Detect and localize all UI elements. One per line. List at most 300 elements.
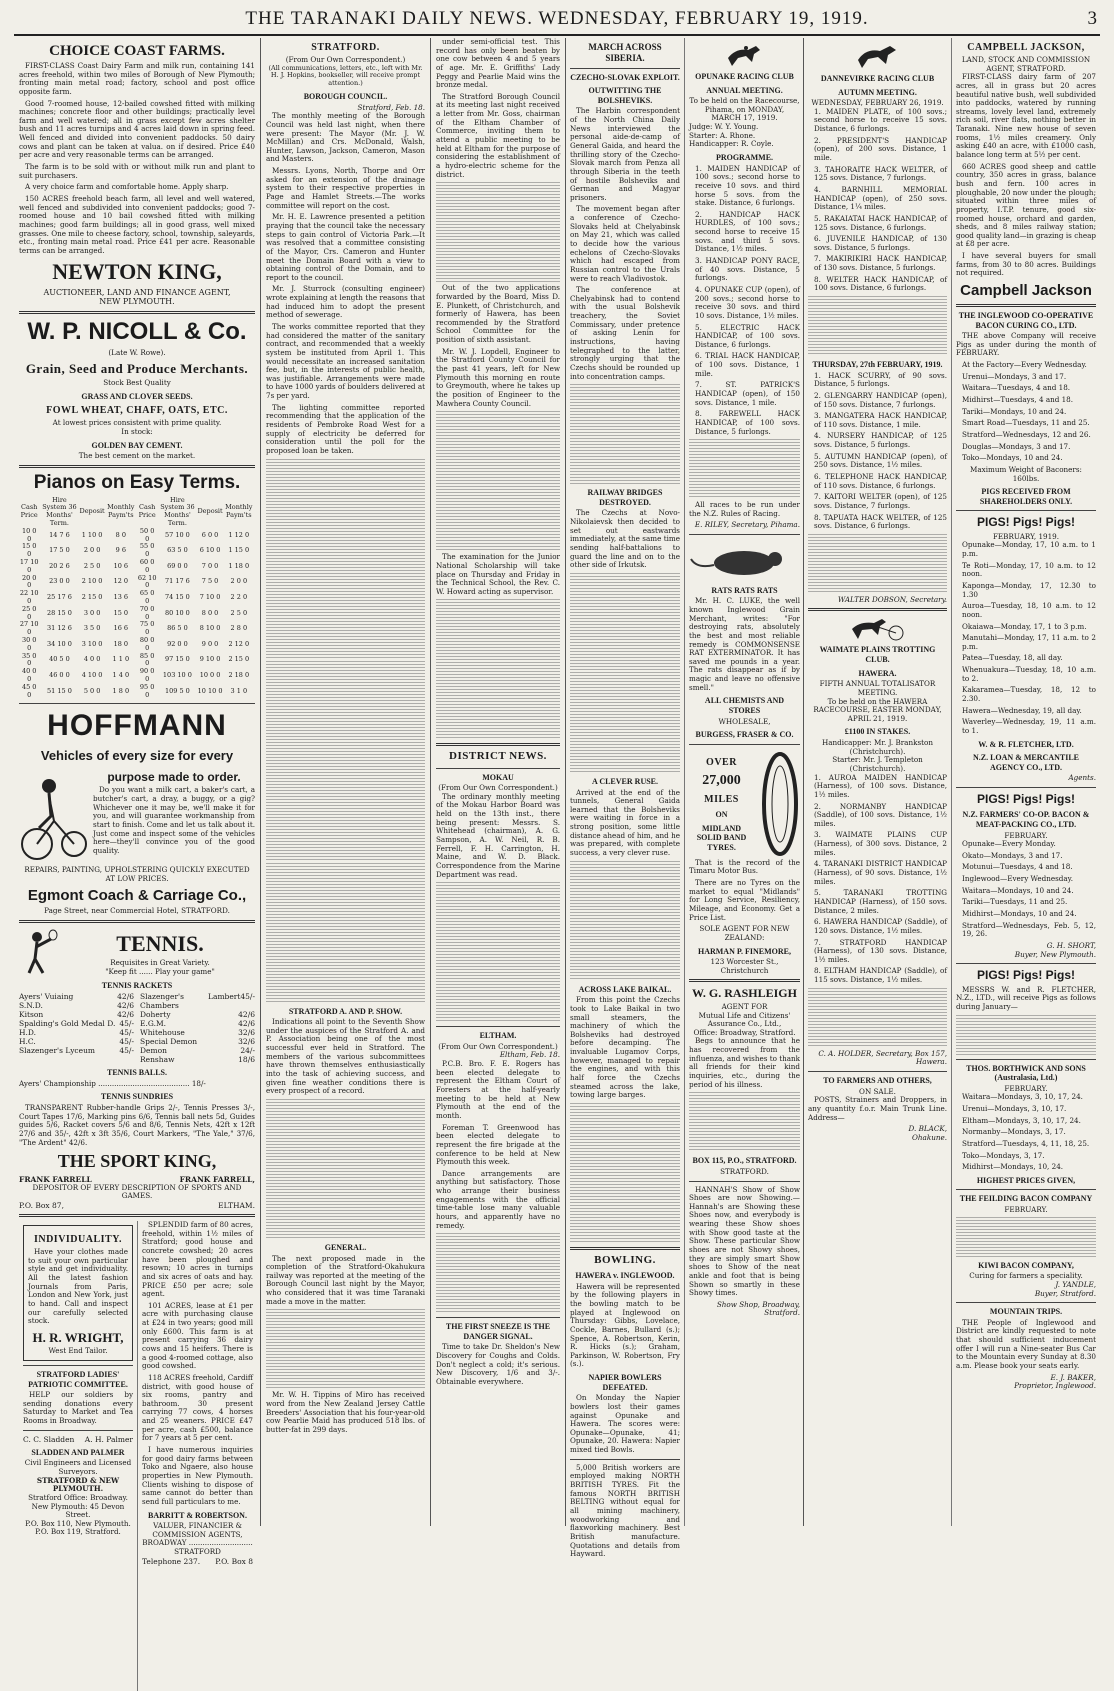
individuality-heading: INDIVIDUALITY. [33, 1234, 123, 1246]
piano-table-cell: 1 12 0 [228, 530, 250, 539]
kiwi-sub: Curing for farmers a speciality. [969, 1271, 1083, 1281]
piano-table-cell: 51 15 0 [47, 686, 72, 695]
race-item: 7. MAKIRIKIRI HACK HANDICAP, of 130 sovs. Distance, 5 furlongs. [814, 254, 947, 273]
piano-table-cell: 6 0 0 [201, 530, 219, 539]
barritt-contact [142, 1557, 253, 1566]
opunake-race-list [689, 165, 800, 437]
schedule-item: Midhirst—Mondays, 10, 24. [962, 1162, 1064, 1172]
feilding-name: THE FEILDING BACON COMPANY [959, 1194, 1093, 1204]
show-heading: STRATFORD A. AND P. SHOW. [288, 1006, 403, 1016]
piano-table-cell: 25 0 0 [21, 604, 37, 621]
farm-listing: 101 ACRES, lease at £1 per acre with purchasing clause at £24 in two years; good mill only £600. This farm is at present carrying 36 dairy cows and 15 heifers. There is a good 4-roomed cottage, also good cowshed. [142, 1300, 253, 1371]
tennis-balls-line: Ayers' Championship ........................................ 18/- [19, 1078, 206, 1088]
race-item: 4. NURSERY HANDICAP, of 125 sovs. Distance, 5 furlongs. [814, 431, 947, 450]
farm-ad-paragraph: A very choice farm and comfortable home. Apply sharp. [25, 182, 229, 192]
divider [19, 465, 255, 468]
schedule-item: Normanby—Mondays, 3, 17. [962, 1127, 1066, 1137]
divider [23, 1430, 133, 1431]
frank-farrell-box-line [19, 1201, 255, 1210]
pianos-heading: Pianos on Easy Terms. [33, 471, 241, 493]
piano-table-cell: 5 0 0 [83, 686, 101, 695]
piano-table-cell: 23 0 0 [49, 577, 70, 586]
newton-king-town: NEW PLYMOUTH. [99, 297, 175, 307]
frank-farrell-right: FRANK FARRELL, [179, 1174, 255, 1184]
piano-table-header: Hire System 36 Months' Term. [160, 495, 195, 527]
divider [436, 743, 560, 746]
piano-table-cell: 20 0 0 [21, 573, 37, 590]
divider [956, 1302, 1096, 1303]
kiwi-name: KIWI BACON COMPANY, [978, 1260, 1074, 1270]
rackets-lists [19, 992, 255, 1064]
schedule-item: Okato—Mondays, 3 and 17. [962, 850, 1063, 860]
opunake-annual: ANNUAL MEETING. [706, 85, 783, 95]
sladden-name: SLADDEN AND PALMER [31, 1447, 125, 1457]
piano-table-cell: 2 2 0 [230, 593, 248, 602]
racket-price: 42/6 [238, 1010, 255, 1020]
hannah-signature: Show Shop, Broadway, Stratford. [716, 1299, 800, 1318]
sneeze-paragraph: Time to take Dr. Sheldon's New Discovery for Coughs and Colds. Don't neglect a cold; it's serious. New Discovery, 1/6 and 3/-. Obtainable everywhere. [436, 1342, 560, 1387]
piano-table-cell: 25 17 6 [47, 593, 72, 602]
tennis-sundries-heading: TENNIS SUNDRIES [100, 1092, 174, 1102]
council-paragraph: Mr. H. E. Lawrence presented a petition praying that the council take the necessary steps to gain control of Victoria Park.—It was resolved that a committee consisting of the Mayor, Crs. Cameron and Hunter meet the Domain Board with a view to obtaining control of the Domain, and to report to the council. [266, 212, 425, 282]
piano-table-cell: 40 0 0 [21, 667, 37, 683]
dannevirke-race-list-1 [808, 108, 947, 293]
trotting-horse-icon [848, 615, 908, 641]
racehorse-icon [726, 42, 764, 68]
piano-table-cell: 69 0 0 [167, 561, 188, 570]
nicoll-cement: GOLDEN BAY CEMENT. [91, 440, 183, 450]
racket-row [19, 1001, 134, 1010]
piano-table-cell: 92 0 0 [167, 639, 188, 648]
sladden-names [23, 1435, 133, 1444]
campbell-paragraph: 660 ACRES good sheep and cattle country, 350 acres in grass, balance bush and fern. 100 acres in ploughable, 20 now under the plough; situated within three miles of property, I.T.P. tenure, good six-roomed house, orchard and garden, sheds, and 8 miles railway station; good quality land—in grazing is cheap at £8 per acre. [956, 161, 1096, 249]
rackets-right-list [140, 992, 255, 1064]
dannevirke-secretary: WALTER DOBSON, Secretary. [837, 594, 947, 604]
general-paragraph: Mr. W. H. Tippins of Miro has received word from the New Zealand Jersey Cattle Breeders' Association that his four-year-old cow Pearlie Maid has produced 518 lbs. of butter-fat in 299 days. [266, 1390, 425, 1434]
piano-table-cell: 10 0 0 [21, 526, 37, 543]
farm-ad-paragraph: FIRST-CLASS Coast Dairy Farm and milk run, containing 141 acres freehold, within two miles of Borough of New Plymouth; fronting main metal road; factory, school and post office opposite farm. [19, 61, 255, 96]
egmont-address: Page Street, near Commercial Hotel, STRATFORD. [44, 906, 230, 916]
piano-table-cell: 40 5 0 [49, 655, 70, 664]
napier-heading: NAPIER BOWLERS DEFEATED. [588, 1373, 662, 1392]
piano-table-cell: 2 12 0 [228, 639, 250, 648]
rashleigh-mutual: Mutual Life and Citizens' Assurance Co., Ltd., [698, 1010, 791, 1029]
baker-name: E. J. BAKER, [1050, 1372, 1096, 1382]
article-text-lines [689, 1092, 800, 1152]
schedule-item: Whenuakura—Tuesday, 18, 10 a.m. to 2. [962, 665, 1096, 683]
ladies-body: HELP our soldiers by sending donations every Saturday to Market and Tea Rooms in Broadway. [23, 1390, 133, 1426]
piano-table-cell: 31 12 6 [47, 624, 72, 633]
piano-table-cell: 1 4 0 [112, 671, 130, 680]
fletcher-paragraph: MESSRS W. and R. FLETCHER, N.Z., LTD., will receive Pigs as follows during January— [956, 984, 1096, 1011]
schedule-item: Waverley—Wednesday, 19, 11 a.m. to 1. [962, 717, 1096, 735]
divider [19, 920, 255, 923]
bottom-split [19, 1221, 255, 1691]
nicoll-stock: Stock Best Quality [103, 378, 171, 388]
tyres-on: ON [715, 810, 728, 820]
column-4-ads [685, 38, 804, 1526]
racket-price: 45/- [119, 1046, 134, 1056]
piano-table-cell: 60 0 0 [139, 557, 155, 574]
vehicles-heading: Vehicles of every size for every [40, 748, 234, 764]
fletcher-name: W. & R. FLETCHER, LTD. [978, 739, 1074, 749]
district-news-heading: DISTRICT NEWS. [449, 750, 547, 763]
rashleigh-office: Office: Broadway, Stratford. [693, 1027, 796, 1037]
schedule-item: Patea—Tuesday, 18, all day. [962, 653, 1063, 663]
tennis-keep: "Keep fit ...... Play your game" [105, 966, 215, 976]
article-text-lines [808, 534, 947, 594]
news-paragraph: under semi-official test. This record has only been beaten by one cow between 4 and 5 years of age. Mr. E. Griffiths' Lady Peggy and Pearlie Maid wins the bronze medal. [436, 37, 560, 90]
masthead-title: THE TARANAKI DAILY NEWS. WEDNESDAY, FEBRUARY 19, 1919. [245, 8, 869, 29]
campbell-big: Campbell Jackson [960, 282, 1092, 300]
piano-table-cell: 15 0 0 [21, 542, 37, 559]
racket-name: E.G.M. [140, 1019, 167, 1029]
divider [956, 304, 1096, 307]
race-item: 1. MAIDEN HANDICAP of 100 sovs.; second horse to receive 10 sovs. and third horse 5 sovs. from the stake. Distance, 6 furlongs. [695, 163, 800, 208]
piano-table-cell: 9 10 0 [199, 655, 221, 664]
racket-price: 42/6 [117, 1001, 134, 1011]
piano-table-cell: 86 5 0 [167, 624, 188, 633]
farm-listing: I have numerous inquiries for good dairy farms between Toko and Ngaere, also house properties in New Plymouth. Clients wishing to dispose of same cannot do better than send full particulars to me. [142, 1445, 253, 1506]
borthwick-price: HIGHEST PRICES GIVEN, [976, 1175, 1076, 1185]
vehicles-heading-2: purpose made to order. [107, 769, 241, 784]
inglewood-weight: Maximum Weight of Baconers: 160lbs. [970, 464, 1082, 483]
stratford-note: (All communications, letters, etc., left with Mr. H. J. Hopkins, bookseller, will receive prompt attention.) [268, 63, 423, 88]
racket-row [19, 1019, 134, 1028]
newton-king-sub: AUCTIONEER, LAND AND FINANCE AGENT, [43, 287, 231, 297]
divider [436, 1026, 560, 1027]
race-item: 2. PRESIDENT'S HANDICAP (open), of 200 sovs. Distance, 1 mile. [814, 135, 947, 163]
ruse-heading: A CLEVER RUSE. [591, 776, 658, 786]
bowling-sub: HAWERA v. INGLEWOOD. [575, 1271, 675, 1281]
schedule-item: Kakaramea—Tuesday, 18, 12 to 2.30. [962, 685, 1096, 703]
article-text-lines [570, 573, 680, 773]
nicoll-instock: In stock: [121, 426, 153, 436]
article-text-lines [436, 411, 560, 551]
schedule-item: Midhirst—Tuesdays, 4 and 18. [962, 395, 1074, 405]
divider [808, 1071, 947, 1072]
piano-table-cell: 27 10 0 [19, 620, 39, 637]
race-item: 8. WELTER HACK HANDICAP, of 100 sovs. Distance, 6 furlongs. [814, 274, 947, 293]
borthwick-schedule [956, 1093, 1096, 1171]
race-item: 7. ST. PATRICK'S HANDICAP (open), of 150 sovs. Distance, 1 mile. [695, 380, 800, 407]
schedule-item: Okaiawa—Monday, 17, 1 to 3 p.m. [962, 621, 1087, 631]
piano-table-cell: 7 5 0 [201, 577, 219, 586]
piano-table-cell: 1 15 0 [228, 546, 250, 555]
dannevirke-autumn: AUTUMN MEETING. [838, 87, 917, 97]
rats-paragraph: Mr. H. C. LUKE, the well known Inglewood Grain Merchant, writes: "For destroying rats, absolutely the best and most reliable remedy is COMMONSENSE RAT EXTERMINATOR. It has saved me pounds in a year. The rats disappear as if by magic and leave no offensive smell." [689, 596, 800, 692]
farm-ad-paragraph: The farm is to be sold with or without milk run and plant to suit purchasers. [19, 162, 255, 180]
column-1 [14, 38, 261, 1566]
race-item: 4. TARANAKI DISTRICT HANDICAP (Harness), of 90 sovs. Distance, 1½ miles. [814, 859, 947, 886]
column-3 [431, 38, 566, 1526]
nicoll-late: (Late W. Rowe). [108, 347, 166, 357]
newton-king-name: NEWTON KING, [52, 259, 222, 285]
show-paragraph: Indications all point to the Seventh Show under the auspices of the Stratford A. and P. Association being one of the most successful ever held in Stratford. The members of the various subcommittees have thrown themselves enthusiastically into the task of achieving success, and given fine weather conditions there is every prospect of a record. [266, 1017, 425, 1096]
pigs-month: FEBRUARY, 1919. [992, 531, 1060, 541]
piano-table-cell: 65 0 0 [139, 589, 155, 605]
waimate-starter: Starter: Mr. J. Templeton (Christchurch). [832, 755, 923, 773]
frank-farrell-box: P.O. Box 87, [19, 1201, 64, 1211]
baker-sub: Proprietor, Inglewood. [1014, 1381, 1096, 1391]
baikal-heading: ACROSS LAKE BAIKAL. [578, 984, 672, 994]
eltham-correspondent: (From Our Own Correspondent.) [438, 1041, 558, 1051]
rat-icon [689, 539, 797, 579]
piano-table-cell: 35 0 0 [21, 651, 37, 668]
racket-name: Slazenger's Lambert Chambers [140, 992, 241, 1011]
borough-council-heading: BOROUGH COUNCIL. [303, 92, 388, 102]
bottom-right-subcolumn [138, 1221, 257, 1691]
racket-price: 45/- [240, 992, 255, 1002]
rats-wholesale: WHOLESALE, [718, 716, 771, 726]
opunake-rules: All races to be run under the N.Z. Rules of Racing. [689, 500, 800, 518]
railway-paragraph: The Czechs at Novo-Nikolaievsk then decided to set out eastwards immediately, at the same time sending half-battalions to guard the line and on to the other side of Irkutsk. [570, 508, 680, 570]
schedule-item: Waitara—Mondays, 10 and 24. [962, 885, 1074, 895]
stratford-correspondent: (From Our Own Correspondent.) [285, 55, 406, 64]
piano-table-cell: 97 15 0 [165, 655, 190, 664]
piano-table-cell: 17 5 0 [49, 546, 70, 555]
piano-table-row [19, 528, 255, 544]
council-paragraph: The works committee reported that they had considered the matter of the sanitary contract, and recommended that a weekly system be instituted from April 1. This would necessitate an increased sanitation fee, but, in the interests of public health, was justifiable. Arrangements were made to have 1000 yards of boulders delivered at 7s per yard. [266, 322, 425, 401]
piano-table-cell: 103 10 0 [162, 671, 192, 680]
rashleigh-town: STRATFORD. [720, 1166, 769, 1176]
waimate-stakes: £1100 IN STAKES. [844, 727, 911, 737]
barritt-name: BARRITT & ROBERTSON. [148, 1510, 247, 1520]
farm-listing: SPLENDID farm of 80 acres, freehold, within 1½ miles of Stratford; good house and concrete cowshed; 20 acres have been ploughed and resown; 10 acres in turnips and six acres of oats and hay. PRICE £50 per acre; sole agent. [142, 1220, 253, 1299]
campbell-paragraph: FIRST-CLASS dairy farm of 207 acres, all in grass but 20 acres beautiful native bush, well subdivided into paddocks, watered by running streams, lovely level land, extremely rich soil, river flats, nothing better in Taranaki. Nine new house of seven rooms, 1½ miles creamery. Only asking £40 an acre, with £1000 cash, balance long term at 5½ per cent. [956, 72, 1096, 160]
opunake-programme: PROGRAMME. [715, 153, 774, 163]
dannevirke-thursday: THURSDAY, 27th FEBRUARY, 1919. [812, 360, 943, 369]
waimate-date: To be held on the HAWERA RACECOURSE, EASTER MONDAY, APRIL 21, 1919. [813, 696, 942, 723]
farm-listing: 118 ACRES freehold, Cardiff district, with good house of six rooms, pantry and bathroom. 30 present carrying 77 cows, 4 horses and 25 weaners. PRICE £47 per acre, cash £500, balance for 7 years at 5 per cent. [142, 1372, 253, 1443]
waimate-race-list [808, 774, 947, 985]
article-text-lines [689, 439, 800, 499]
piano-table-cell: 90 0 0 [139, 667, 155, 683]
barritt-tel: Telephone 237. [142, 1556, 201, 1566]
divider [689, 534, 800, 535]
race-item: 3. WAIMATE PLAINS CUP (Harness), of 300 sovs. Distance, 2 miles. [814, 830, 947, 857]
racket-name: Kitson [19, 1010, 44, 1020]
racket-name: Spalding's Gold Medal D. [19, 1019, 116, 1029]
racket-row [140, 1046, 255, 1055]
eltham-heading: ELTHAM. [479, 1031, 517, 1041]
article-text-lines [808, 988, 947, 1048]
opunake-judge: Judge: W. Y. Young. [689, 122, 759, 132]
race-item: 6. JUVENILE HANDICAP, of 130 sovs. Distance, 5 furlongs. [814, 234, 947, 252]
column-4 [566, 38, 804, 1559]
opunake-club: OPUNAKE RACING CLUB [695, 72, 794, 81]
article-text-lines [266, 661, 425, 861]
sladden-right: A. H. Palmer [84, 1434, 133, 1444]
tennis-balls-heading: TENNIS BALLS. [106, 1068, 168, 1078]
piano-table-cell: 75 0 0 [139, 620, 155, 637]
racket-row [140, 1055, 255, 1064]
columns [14, 37, 1100, 1566]
schedule-item: Stratford—Wednesdays, 12 and 26. [962, 429, 1091, 439]
piano-table-row [19, 621, 255, 637]
nicoll-best: The best cement on the market. [78, 451, 196, 461]
piano-table-cell: 3 10 0 [81, 639, 103, 648]
rashleigh-paragraph: Begs to announce that he has recovered from the influenza, and wishes to thank all friends for their kind inquiries, etc., during the period of his illness. [689, 1036, 800, 1089]
piano-table-cell: 2 0 0 [230, 577, 248, 586]
divider [436, 768, 560, 769]
railway-heading: RAILWAY BRIDGES DESTROYED. [587, 488, 663, 507]
eltham-paragraph: P.C.B. Bro. F. E. Rogers has been elected delegate to represent the Eltham Court of Foresters at the half-yearly meeting to be held at New Plymouth at the end of the month. [436, 1059, 560, 1120]
schedule-item: Opunake—Every Monday. [962, 839, 1056, 849]
piano-table-row [19, 606, 255, 622]
nzfarmers-schedule [956, 840, 1096, 939]
racket-name: Slazenger's Lyceum [19, 1046, 96, 1056]
rackets-left-list [19, 992, 134, 1064]
piano-table-cell: 15 0 [113, 608, 129, 617]
dannevirke-race-list-2 [808, 372, 947, 531]
race-item: 1. HACK SCURRY, of 90 sovs. Distance, 5 furlongs. [814, 370, 947, 389]
piano-table-header: Hire System 36 Months' Term. [42, 495, 77, 527]
opunake-secretary: E. RILEY, Secretary, Pihama. [694, 520, 800, 530]
schedule-item: Motunui—Tuesdays, 4 and 18. [962, 862, 1073, 872]
divider [956, 963, 1096, 964]
race-item: 3. TAHORAITE HACK WELTER, of 125 sovs. Distance, 7 furlongs. [814, 164, 947, 183]
race-item: 8. ELTHAM HANDICAP (Saddle), of 115 sovs. Distance, 1½ miles. [814, 966, 947, 985]
hoffmann-heading: HOFFMANN [47, 709, 227, 743]
divider [436, 1317, 560, 1318]
schedule-item: Smart Road—Tuesdays, 11 and 25. [962, 418, 1090, 428]
piano-table-cell: 63 5 0 [167, 546, 188, 555]
schedule-item: Auroa—Tuesday, 18, 10 a.m. to 12 noon. [962, 601, 1096, 619]
racket-row [19, 1010, 134, 1019]
schedule-item: Urenui—Mondays, 3 and 17. [962, 371, 1067, 381]
article-text-lines [266, 1309, 425, 1389]
divider [570, 68, 680, 69]
rats-burgess: BURGESS, FRASER & CO. [695, 730, 794, 740]
article-text-lines [266, 459, 425, 659]
piano-table-row [19, 559, 255, 575]
column-5-right [952, 38, 1100, 1526]
race-item: 2. HANDICAP HACK HURDLES, of 100 sovs.; second horse to receive 15 sovs. and third 5 sovs. Distance, 1½ miles. [695, 209, 800, 254]
schedule-item: Waitara—Mondays, 3, 10, 17, 24. [962, 1092, 1083, 1102]
tyres-harman: HARMAN P. FINEMORE, [697, 946, 792, 956]
nzloan-agents: Agents. [1068, 773, 1096, 783]
nicoll-lowest: At lowest prices consistent with prime quality. [52, 418, 222, 428]
wright-name: H. R. WRIGHT, [32, 1329, 124, 1345]
schedule-item: At the Factory—Every Wednesday. [962, 360, 1087, 370]
general-paragraph: The next proposed made in the completion of the Stratford-Okahukura railway was reported at the meeting of the Borough Council last night by the Mayor, who considered that it was time Taranaki made a move in the matter. [266, 1253, 425, 1306]
barritt-box: P.O. Box 8 [215, 1556, 253, 1566]
nicoll-name: W. P. NICOLL & Co. [27, 318, 247, 346]
council-paragraph: Messrs. Lyons, North, Thorpe and Orr asked for an extension of the drainage system to their respective properties in Page and Hamlet Streets.—The works committee will report on the cost. [266, 166, 425, 210]
article-text-lines [266, 1099, 425, 1239]
sneeze-heading: THE FIRST SNEEZE IS THE DANGER SIGNAL. [445, 1322, 551, 1341]
racehorse-icon [856, 42, 900, 70]
waimate-hawera: HAWERA. [858, 668, 897, 678]
racket-name: Doherty [140, 1010, 171, 1020]
racket-name: H.C. [19, 1037, 36, 1047]
tyres-ad [689, 749, 800, 859]
kiwi-buyer: Buyer, Stratford. [1034, 1288, 1096, 1298]
piano-table-row [19, 543, 255, 559]
race-item: 1. MAIDEN PLATE, of 100 sovs.; second horse to receive 15 sovs. Distance, 6 furlongs. [814, 106, 947, 134]
schedule-item: Te Roti—Monday, 17, 10 a.m. to 12 noon. [962, 560, 1096, 579]
council-paragraph: Mr. J. Sturrock (consulting engineer) wrote explaining at length the reasons that had induced him to adopt the present method of sewerage. [266, 284, 425, 320]
piano-table-cell: 14 7 6 [49, 530, 70, 539]
rashleigh-name: W. G. RASHLEIGH [692, 986, 797, 1001]
race-item: 2. NORMANBY HANDICAP (Saddle), of 100 sovs. Distance, 1½ miles. [814, 801, 947, 828]
schedule-item: Toko—Mondays, 3, 17. [962, 1150, 1045, 1160]
sport-king-heading: THE SPORT KING, [57, 1151, 217, 1172]
tennis-player-icon [19, 929, 59, 975]
piano-table-cell: 46 0 0 [49, 671, 70, 680]
masthead [14, 4, 1100, 36]
ruse-paragraph: Arrived at the end of the tunnels, General Gaida learned that the Bolsheviks were waiting in force in a strong position, some little distance ahead of him, and he was prepared, with complete success, a very clever ruse. [570, 787, 680, 857]
racket-price: 24/- [240, 1046, 255, 1056]
schedule-item: Manutahi—Monday, 17, 11 a.m. to 2 p.m. [962, 633, 1096, 651]
page-number: 3 [1087, 8, 1098, 29]
piano-table-cell: 9 6 [115, 546, 126, 555]
article-text-lines [570, 861, 680, 981]
divider [956, 787, 1096, 788]
schedule-item: Waitara—Tuesdays, 4 and 18. [962, 383, 1071, 393]
racket-row [19, 992, 134, 1001]
pigs-banner: PIGS! Pigs! Pigs! [976, 968, 1075, 983]
nzloan-name: N.Z. LOAN & MERCANTILE AGENCY CO., LTD. [972, 753, 1079, 772]
egmont-name: Egmont Coach & Carriage Co., [27, 887, 247, 905]
article-text-lines [436, 599, 560, 739]
piano-table-header: Cash Price [138, 503, 156, 520]
tennis-requisites: Requisites in Great Variety. [110, 958, 210, 968]
racket-price: 45/- [119, 1019, 134, 1029]
racket-price: 18/6 [238, 1055, 255, 1065]
article-text-lines [436, 182, 560, 282]
column-2 [261, 38, 431, 1526]
race-item: 4. BARNHILL MEMORIAL HANDICAP (open), of 250 sovs. Distance, 1¼ miles. [814, 184, 947, 212]
march-heading: MARCH ACROSS SIBERIA. [588, 42, 662, 63]
piano-table-cell: 4 0 0 [83, 655, 101, 664]
racket-price: 45/- [119, 1028, 134, 1038]
individuality-ad [23, 1225, 133, 1361]
racket-name: Whitehouse [140, 1028, 185, 1038]
race-item: 8. TAPUATA HACK WELTER, of 125 sovs. Distance, 6 furlongs. [814, 512, 947, 531]
wright-sub: West End Tailor. [48, 1346, 108, 1356]
race-item: 7. STRATFORD HANDICAP (Harness), of 130 sovs. Distance, 1½ miles. [814, 937, 947, 964]
nicoll-fowl: FOWL WHEAT, CHAFF, OATS, ETC. [46, 405, 228, 417]
race-item: 6. TRIAL HACK HANDICAP, of 100 sovs. Distance, 1 mile. [695, 351, 800, 378]
piano-table-cell: 1 1 0 [112, 655, 130, 664]
tennis-rackets-heading: TENNIS RACKETS [101, 980, 173, 990]
racket-row [140, 1019, 255, 1028]
race-item: 5. RAKAIATAI HACK HANDICAP, of 125 sovs. Distance, 6 furlongs. [814, 213, 947, 232]
posts-name: D. BLACK, [908, 1124, 947, 1134]
rats-stores: ALL CHEMISTS AND STORES [704, 696, 785, 715]
feilding-month: FEBRUARY. [1004, 1205, 1048, 1215]
piano-table-cell: 2 15 0 [81, 593, 103, 602]
march-paragraph: The conference at Chelyabinsk had to contend with the usual Bolshevik treachery, the Soviet Commissary, under pretence of asking Lenin for instructions, having telegraphed to the latter, strongly urging that the Czechs should be rounded up into concentration camps. [570, 285, 680, 381]
piano-table-cell: 2 10 0 [81, 577, 103, 586]
piano-table-cell: 6 10 0 [199, 546, 221, 555]
news-paragraph: Mr. W. J. Lopdell, Engineer to the Stratford County Council for the past 41 years, left for New Plymouth this morning en route to Greymouth, where he takes up the position of Engineer to the Mawhera County Council. [436, 346, 560, 408]
vehicles-body: Do you want a milk cart, a baker's cart, a butcher's cart, a dray, a buggy, or a gig? Whichever one it may be, we'll make it for you, and will guarantee workmanship from start to finish. Come and let us talk about it. Just come and inspect some of the vehicles here—they'll convince you of the good quality. [93, 785, 255, 855]
tennis-heading: TENNIS. [116, 930, 204, 956]
column-5 [804, 38, 1100, 1526]
march-paragraph: The Harbin correspondent of the North China Daily News interviewed the personal aide-de-camp of General Gaida, and heard the thrilling story of the Czecho-Slovak march from Penza all through Siberia in the teeth of hostile Bolsheviks and German and Magyar prisoners. [570, 106, 680, 202]
opunake-handicapper: Handicapper: R. Coyle. [689, 139, 774, 149]
race-item: 3. HANDICAP PONY RACE, of 40 sovs. Distance, 5 furlongs. [695, 256, 800, 283]
council-paragraph: The lighting committee reported recommending that the application of the residents of Pembroke Road West for a supply of electricity be deferred for consideration until the poll for the proposed loan be taken. [266, 402, 425, 455]
piano-table-row [19, 684, 255, 700]
divider [808, 608, 947, 611]
piano-table-cell: 2 5 0 [83, 561, 101, 570]
barritt-sub: VALUER, FINANCIER & COMMISSION AGENTS, [152, 1521, 243, 1539]
tyres-agent: SOLE AGENT FOR NEW ZEALAND: [699, 924, 790, 942]
